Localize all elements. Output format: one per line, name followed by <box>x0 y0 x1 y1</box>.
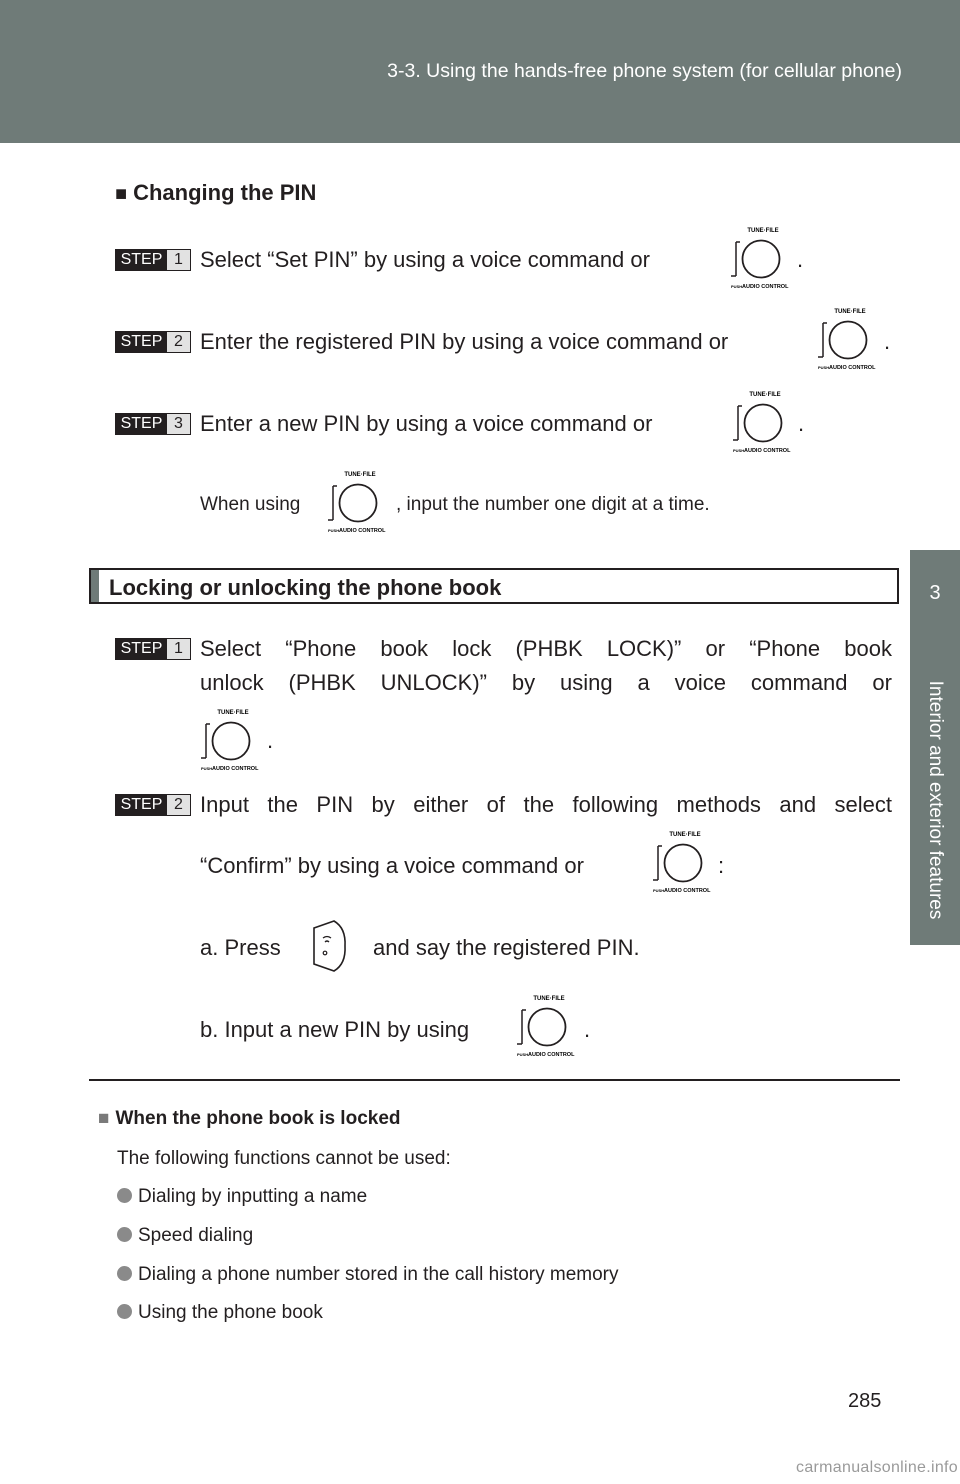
svg-text:PUSH: PUSH <box>517 1052 529 1057</box>
section-heading-box <box>89 568 899 604</box>
svg-text:AUDIO CONTROL: AUDIO CONTROL <box>744 448 791 454</box>
svg-text:PUSH: PUSH <box>653 888 665 893</box>
list-item: Speed dialing <box>117 1225 253 1247</box>
svg-text:TUNE·FILE: TUNE·FILE <box>749 392 781 398</box>
option-a-press: a. Press <box>200 935 281 960</box>
section-heading: Locking or unlocking the phone book <box>109 575 502 600</box>
lock-step-1-line-1: Select “Phone book lock (PHBK LOCK)” or “Phone book <box>200 636 892 661</box>
section-title-changing-pin: ■ Changing the PIN <box>115 180 317 205</box>
step-badge-1: STEP 1 <box>115 638 191 660</box>
lock-step-2-line-2: “Confirm” by using a voice command or <box>200 853 584 878</box>
svg-text:AUDIO CONTROL: AUDIO CONTROL <box>212 766 259 772</box>
bullet-dot-icon <box>117 1227 132 1242</box>
svg-text:TUNE·FILE: TUNE·FILE <box>344 472 376 478</box>
lock-step-2-line-1: Input the PIN by either of the following methods and select <box>200 792 892 817</box>
talk-switch-icon <box>310 918 350 974</box>
tune-file-dial-icon <box>730 388 796 454</box>
step-badge-2: STEP 2 <box>115 331 191 353</box>
svg-text:PUSH: PUSH <box>733 448 745 453</box>
tune-file-dial-icon <box>815 305 881 371</box>
page-header <box>0 0 960 143</box>
step-2-text: Enter the registered PIN by using a voice command or <box>200 329 729 354</box>
watermark: carmanualsonline.info <box>796 1459 958 1476</box>
tune-file-dial-icon <box>198 706 264 772</box>
list-item: Using the phone book <box>117 1302 323 1324</box>
step-badge-2: STEP 2 <box>115 794 191 816</box>
bullet-dot-icon <box>117 1188 132 1203</box>
list-item: Dialing by inputting a name <box>117 1186 367 1208</box>
pin-input-note: When using , input the number one digit at a time. <box>200 494 710 515</box>
step-1-text: Select “Set PIN” by using a voice command or <box>200 247 650 272</box>
svg-text:PUSH: PUSH <box>818 365 830 370</box>
tune-file-dial-icon <box>325 468 391 534</box>
divider-rule <box>89 1079 900 1081</box>
step-badge-1: STEP 1 <box>115 249 191 271</box>
svg-text:AUDIO CONTROL: AUDIO CONTROL <box>829 365 876 371</box>
bullet-dot-icon <box>117 1266 132 1281</box>
bullet-dot-icon <box>117 1304 132 1319</box>
list-item: Dialing a phone number stored in the call history memory <box>117 1264 619 1286</box>
svg-text:AUDIO CONTROL: AUDIO CONTROL <box>742 284 789 290</box>
step-3-text: Enter a new PIN by using a voice command or <box>200 411 653 436</box>
square-bullet-icon: ■ <box>98 1108 110 1129</box>
option-b-text: b. Input a new PIN by using <box>200 1017 470 1042</box>
page-number: 285 <box>848 1390 882 1412</box>
svg-text:TUNE·FILE: TUNE·FILE <box>669 832 701 838</box>
heading-accent-bar <box>91 570 99 602</box>
option-a-text: and say the registered PIN. <box>373 935 640 960</box>
svg-text:TUNE·FILE: TUNE·FILE <box>747 228 779 234</box>
svg-text:PUSH: PUSH <box>731 284 743 289</box>
svg-text:AUDIO CONTROL: AUDIO CONTROL <box>339 528 386 534</box>
tune-file-dial-icon <box>650 828 716 894</box>
svg-text:TUNE·FILE: TUNE·FILE <box>217 710 249 716</box>
chapter-number: 3 <box>929 582 941 604</box>
svg-text:TUNE·FILE: TUNE·FILE <box>533 996 565 1002</box>
header-title: 3-3. Using the hands-free phone system (for cellular phone) <box>387 60 902 82</box>
svg-text:TUNE·FILE: TUNE·FILE <box>834 309 866 315</box>
svg-text:AUDIO CONTROL: AUDIO CONTROL <box>664 888 711 894</box>
svg-text:AUDIO CONTROL: AUDIO CONTROL <box>528 1052 575 1058</box>
chapter-label: Interior and exterior features <box>925 680 946 920</box>
step-badge-3: STEP 3 <box>115 413 191 435</box>
tune-file-dial-icon <box>514 992 580 1058</box>
svg-text:PUSH: PUSH <box>328 528 340 533</box>
note-title: ■ When the phone book is locked <box>98 1108 401 1129</box>
note-intro: The following functions cannot be used: <box>117 1148 451 1169</box>
chapter-tab <box>910 550 960 945</box>
svg-text:PUSH: PUSH <box>201 766 213 771</box>
tune-file-dial-icon <box>728 224 794 290</box>
square-bullet-icon: ■ <box>115 183 128 205</box>
lock-step-1-line-2: unlock (PHBK UNLOCK)” by using a voice command or <box>200 670 892 695</box>
